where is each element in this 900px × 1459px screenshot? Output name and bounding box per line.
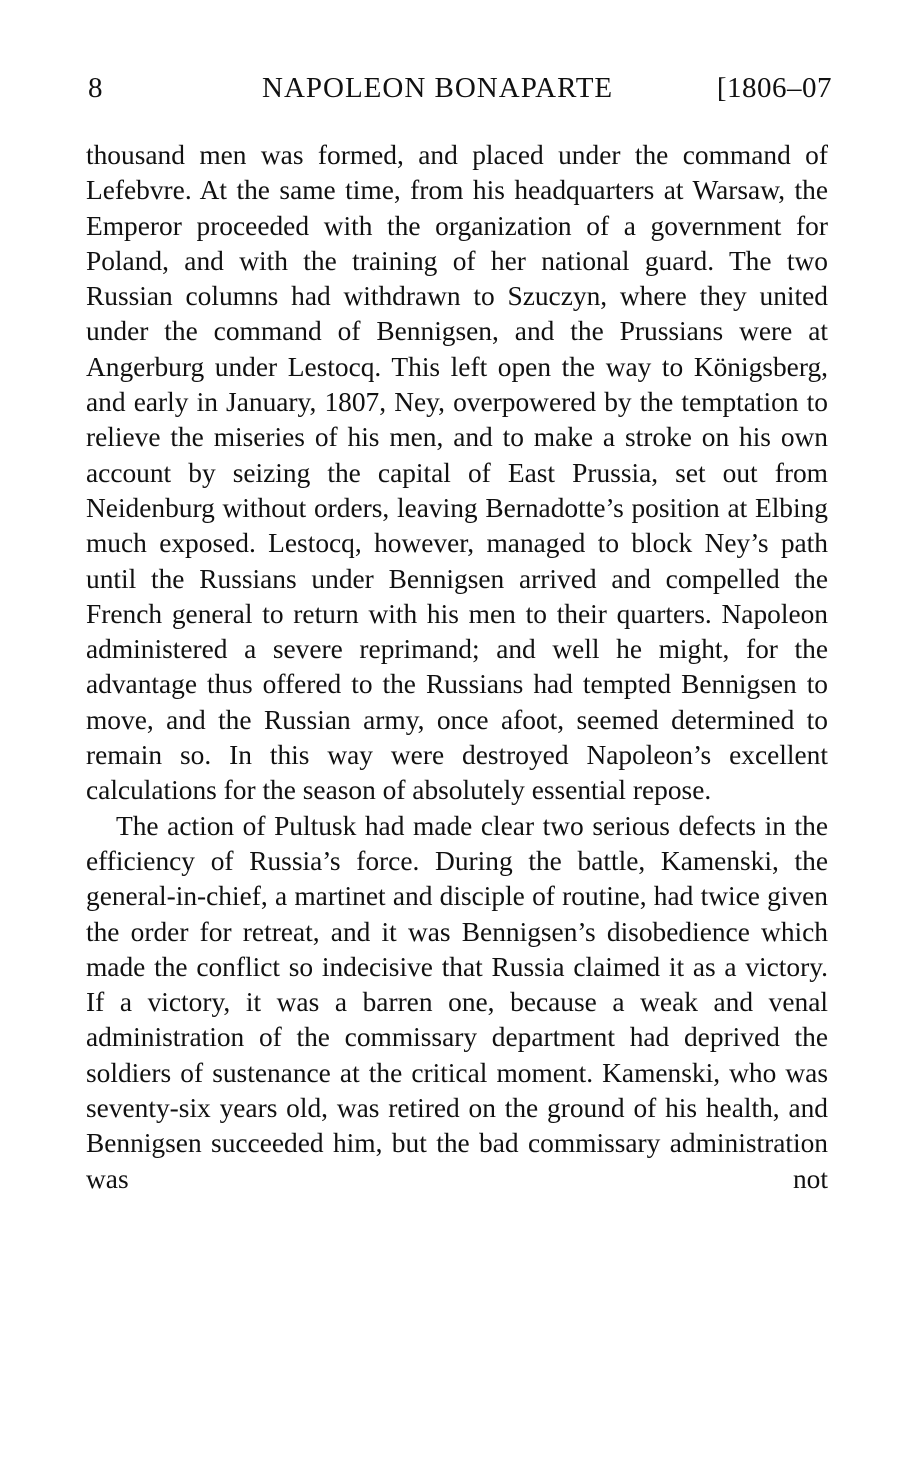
book-page (86, 72, 832, 1197)
date-range: [1806–07 (716, 72, 832, 104)
paragraph-pultusk: The action of Pultusk had made clear two serious defects in the efficiency of Russia’s force. During the battle, Kamenski, the general-in-chief, a martinet and disciple of routine, had twice given the order for retreat, and it was Bennigsen’s disobedience which made the conflict so indecisive that Russia claimed it as a victory. If a victory, it was a barren one, because a weak and venal administration of the commissary department had deprived the soldiers of sustenance at the critical moment. Kamenski, who was seventy-six years old, was retired on the ground of his health, and Bennigsen succeeded him, but the bad commissary administration was not (86, 810, 828, 1194)
page-number: 8 (88, 72, 103, 104)
book-title: NAPOLEON BONAPARTE (262, 72, 614, 104)
paragraph-continued: thousand men was formed, and placed under the command of Lefebvre. At the same time, from his headquarters at Warsaw, the Emperor proceeded with the organization of a government for Poland, and with the training of her national guard. The two Russian columns had withdrawn to Szuczyn, where they united under the command of Bennigsen, and the Prussians were at Angerburg under Lestocq. This left open the way to Königsberg, and early in January, 1807, Ney, overpowered by the temptation to relieve the miseries of his men, and to make a stroke on his own account by seizing the capital of East Prussia, set out from Neidenburg without orders, leaving Bernadotte’s position at Elbing much exposed. Lestocq, however, managed to block Ney’s path until the Russians under Bennigsen arrived and compelled the French general to return with his men to their quarters. Napoleon administered a severe reprimand; and well he might, for the advantage thus offered to the Russians had tempted Bennigsen to move, and the Russian army, once afoot, seemed determined to remain so. In this way were destroyed Napoleon’s excellent calculations for the season of absolutely essential repose. (86, 140, 828, 806)
body-text (86, 138, 828, 1197)
running-head (86, 72, 832, 124)
